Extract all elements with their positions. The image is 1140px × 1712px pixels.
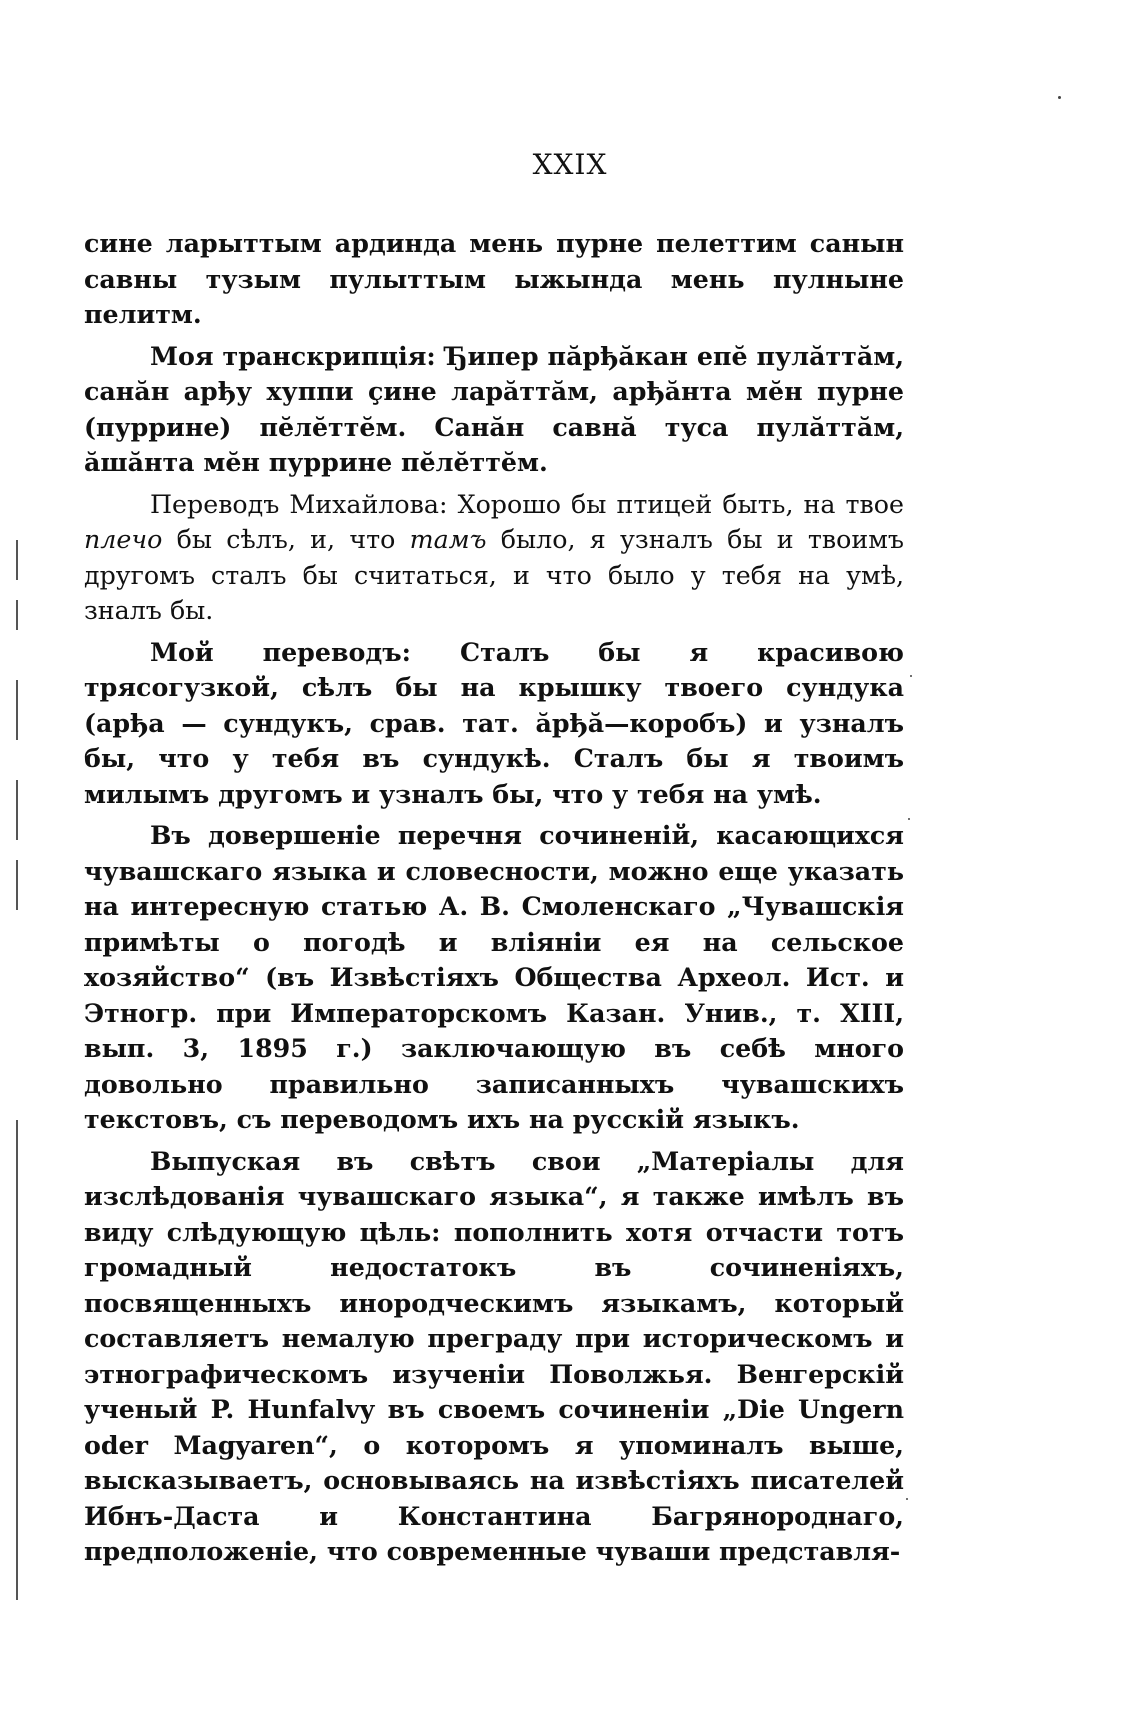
scan-margin-mark <box>16 1120 18 1600</box>
body-text <box>84 226 904 1576</box>
paragraph-author-transcription: Моя транскрипція: Ђипер пăрђăкан епĕ пулăттăм, санăн арђу хуппи çине ларăттăм, арђăнта мĕн пурне (пуррине) пĕлĕттĕм. Санăн савнă туса пулăттăм, ăшăнта мĕн пуррине пĕлĕттĕм. <box>84 340 904 477</box>
scan-margin-mark <box>16 680 18 740</box>
text-run: Переводъ Михайлова: Хорошо бы птицей быть, на твое <box>150 489 904 519</box>
paragraph-author-translation: Мой переводъ: Сталъ бы я красивою трясогузкой, сѣлъ бы на крышку твоего сундука (арђа — сундукъ, срав. тат. ăрђă—коробъ) и узналъ бы, что у тебя въ сундукѣ. Сталъ бы я твоимъ милымъ другомъ и узналъ бы, что у тебя на умѣ. <box>84 636 904 809</box>
text-run: бы сѣлъ, и, что <box>162 525 410 554</box>
paragraph-materials-purpose: Выпуская въ свѣтъ свои „Матеріалы для изслѣдованія чувашскаго языка“, я также имѣлъ въ виду слѣдующую цѣль: пополнить хотя отчасти тотъ громадный недостатокъ въ сочиненіяхъ, посвященныхъ инородческимъ языкамъ, который составляетъ немалую преграду при историческомъ и этнографическомъ изученіи Поволжья. Венгерскій ученый P. Hunfalvy въ своемъ сочиненіи „Die Ungern oder Magyaren“, о которомъ я упоминалъ выше, высказываетъ, основываясь на извѣстіяхъ писателей Ибнъ-Даста и Константина Багрянороднаго, предположеніе, что современные чуваши представля- <box>84 1145 904 1566</box>
italic-word-plecho: плечо <box>84 525 163 554</box>
scan-margin-mark <box>16 540 18 580</box>
paragraph-chuvash-original-end: сине ларыттым ардинда мень пурне пелеттим санын савны тузым пулыттым ыжында мень пулныне пелитм. <box>84 228 904 329</box>
page-number: XXIX <box>532 148 608 181</box>
scan-speck <box>908 818 910 820</box>
scan-margin-mark <box>16 780 18 840</box>
scan-speck <box>906 1498 908 1500</box>
scan-speck <box>1058 96 1061 99</box>
paragraph-smolensky-article: Въ довершеніе перечня сочиненій, касающихся чувашскаго языка и словесности, можно еще указать на интересную статью А. В. Смоленскаго „Чувашскія примѣты о погодѣ и вліяніи ея на сельское хозяйство“ (въ Извѣстіяхъ Общества Археол. Ист. и Этногр. при Императорскомъ Казан. Унив., т. XIII, вып. 3, 1895 г.) заключающую въ себѣ много довольно правильно записанныхъ чувашскихъ текстовъ, съ переводомъ ихъ на русскій языкъ. <box>84 820 904 1134</box>
paragraph-mikhailov-translation <box>84 487 904 629</box>
text-run: было, я узналъ бы и твоимъ другомъ сталъ бы считаться, и что было у тебя на умѣ, зналъ бы. <box>84 525 904 625</box>
scan-margin-mark <box>16 860 18 910</box>
scan-margin-mark <box>16 600 18 630</box>
scan-speck <box>910 675 912 677</box>
italic-word-tam: тамъ <box>409 525 487 554</box>
